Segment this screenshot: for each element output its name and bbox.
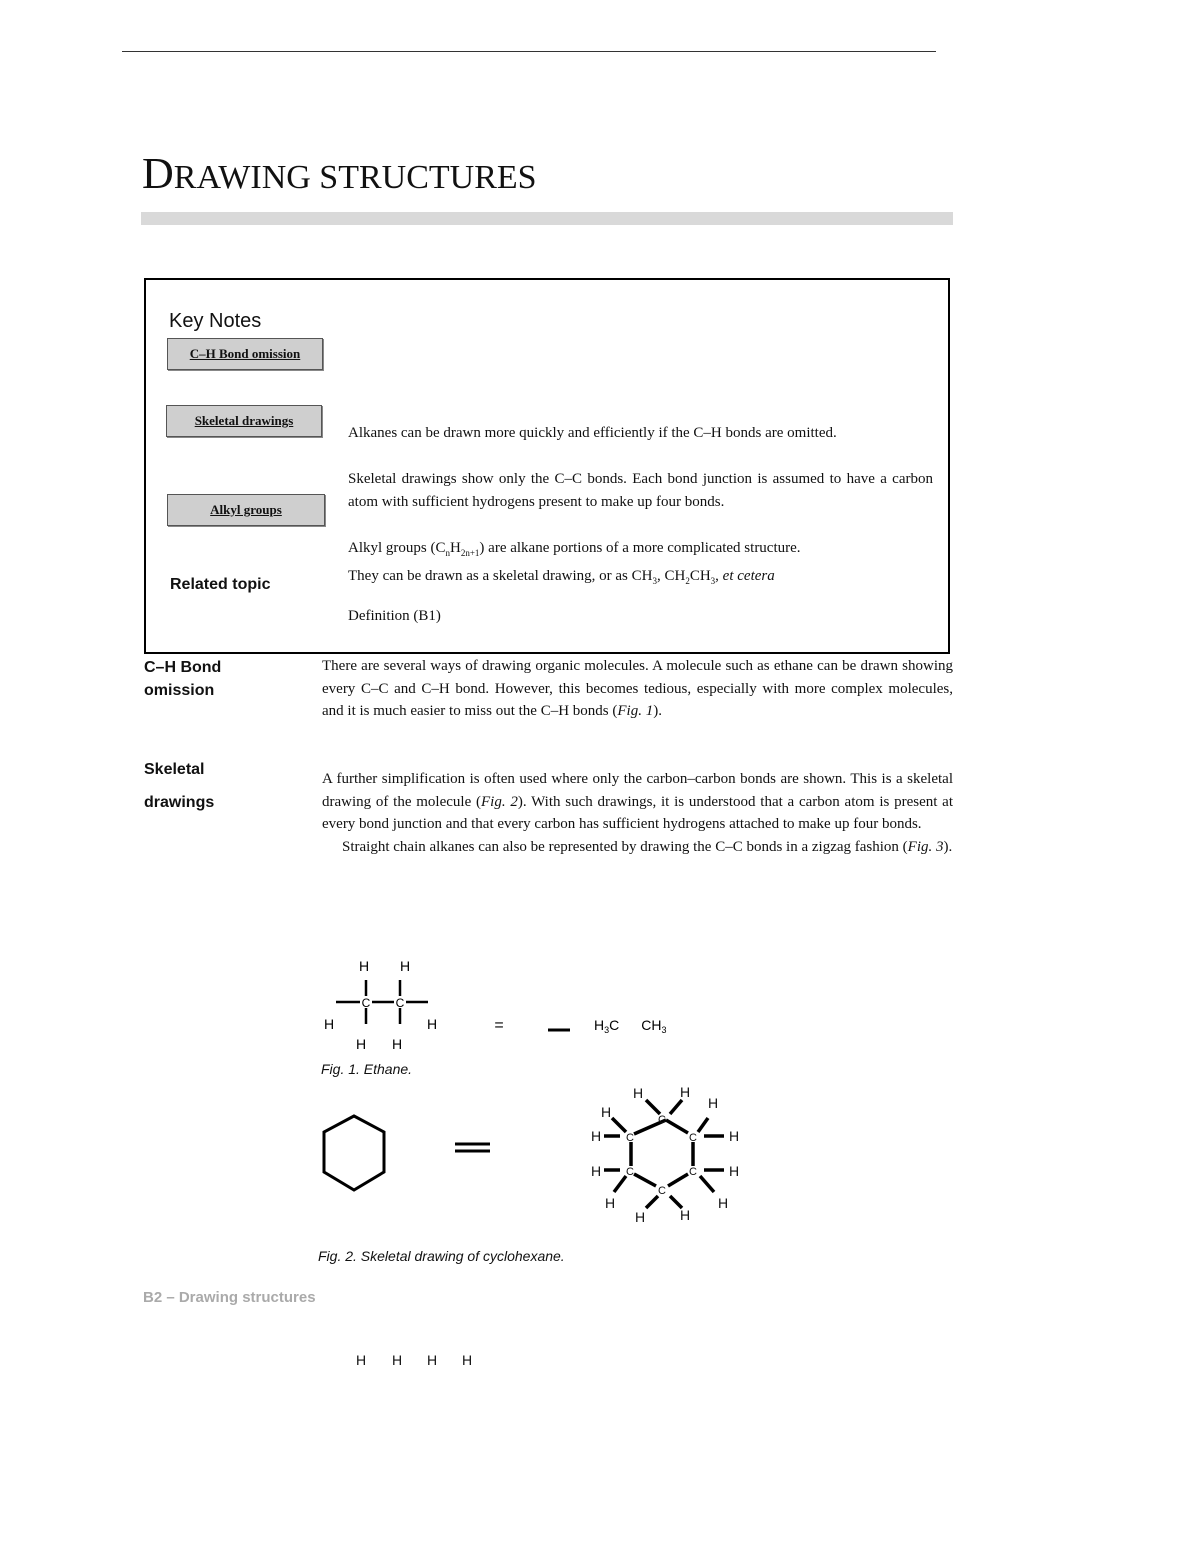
fig1-h-top-right: H (399, 958, 411, 974)
fig1-c-right: C (395, 996, 405, 1010)
fig2-h-1: H (632, 1085, 644, 1101)
section-label-skeletal-2: drawings (144, 794, 215, 811)
key-note-button-ch-bond[interactable]: C–H Bond omission (167, 338, 323, 370)
figure-2-caption: Fig. 2. Skeletal drawing of cyclohexane. (318, 1248, 565, 1264)
fig2-c-lower-right: C (689, 1166, 697, 1178)
key-note-button-skeletal[interactable]: Skeletal drawings (166, 405, 322, 437)
fig3-h-4: H (462, 1352, 473, 1368)
title-underbar (141, 212, 953, 225)
fig1-h-bottom-left: H (355, 1036, 367, 1052)
fig2-c-bottom: C (658, 1185, 666, 1197)
related-topic-label: Related topic (170, 576, 271, 593)
fig1-h-right: H (426, 1016, 438, 1032)
running-footer: B2 – Drawing structures (143, 1289, 316, 1306)
fig3-h-2: H (392, 1352, 403, 1368)
fig2-h-2: H (679, 1084, 691, 1100)
fig1-equals: = (494, 1017, 504, 1034)
fig3-h-3: H (427, 1352, 438, 1368)
top-rule (122, 51, 936, 52)
note-ch-bond: Alkanes can be drawn more quickly and efficiently if the C–H bonds are omitted. (348, 425, 837, 441)
figure-1-caption: Fig. 1. Ethane. (321, 1061, 413, 1077)
fig2-h-9: H (604, 1195, 616, 1211)
page-title (142, 148, 537, 199)
figure-2-cyclohexane (310, 1080, 770, 1230)
note-skeletal: Skeletal drawings show only the C–C bonds. Each bond junction is assumed to have a carbon atom with sufficient hydrogens present to make up four bonds. (348, 471, 933, 510)
note-alkyl: Alkyl groups $(C_nH_{2n+1})$ are alkane portions of a more complicated structure. They can be drawn as a skeletal drawing, or as $CH_3$, $CH_2CH_3$, et cetera (348, 540, 801, 586)
figure-3-h-row (356, 1352, 472, 1368)
title-initial: D (142, 149, 174, 198)
key-notes-box (144, 278, 950, 654)
fig2-h-8: H (728, 1163, 740, 1179)
fig2-h-3: H (707, 1095, 719, 1111)
fig1-condensed-formula: $H_3C$ $CH_3$ (594, 1017, 667, 1035)
fig2-c-top: C (658, 1114, 666, 1126)
fig2-h-5: H (590, 1128, 602, 1144)
fig1-h-left: H (323, 1016, 335, 1032)
title-rest: RAWING STRUCTURES (173, 159, 537, 196)
fig3-h-1: H (356, 1352, 367, 1368)
fig2-h-11: H (634, 1209, 646, 1225)
key-notes-heading: Key Notes (169, 310, 262, 332)
section-text-skeletal: A further simplification is often used where only the carbon–carbon bonds are shown. This is a skeletal drawing of the molecule (Fig. 2). With such drawings, it is understood that a carbon atom is present at every bond junction and that every carbon has sufficient hydrogens attached to make up four bonds. Straight chain alkanes can also be represented by drawing the C–C bonds in a zigzag fashion (Fig. 3). (322, 771, 953, 855)
note-related-topic[interactable]: Definition (B1) (348, 608, 441, 624)
fig1-h-top-left: H (358, 958, 370, 974)
fig2-h-7: H (590, 1163, 602, 1179)
section-label-ch-bond: C–H Bond omission (144, 659, 222, 699)
fig2-c-lower-left: C (626, 1166, 634, 1178)
fig2-h-12: H (679, 1207, 691, 1223)
figure-1-ethane (310, 950, 710, 1060)
key-note-button-alkyl[interactable]: Alkyl groups (167, 494, 325, 526)
fig2-c-upper-left: C (626, 1132, 634, 1144)
fig2-h-6: H (728, 1128, 740, 1144)
fig2-c-upper-right: C (689, 1132, 697, 1144)
section-text-ch-bond: There are several ways of drawing organic molecules. A molecule such as ethane can be drawn showing every C–C and C–H bond. However, this becomes tedious, especially with more complex molecules, and it is much easier to miss out the C–H bonds (Fig. 1). (322, 658, 953, 719)
fig1-c-left: C (361, 996, 371, 1010)
fig2-h-10: H (717, 1195, 729, 1211)
fig1-h-bottom-right: H (391, 1036, 403, 1052)
section-label-skeletal-1: Skeletal (144, 761, 205, 778)
fig2-h-4: H (600, 1104, 612, 1120)
